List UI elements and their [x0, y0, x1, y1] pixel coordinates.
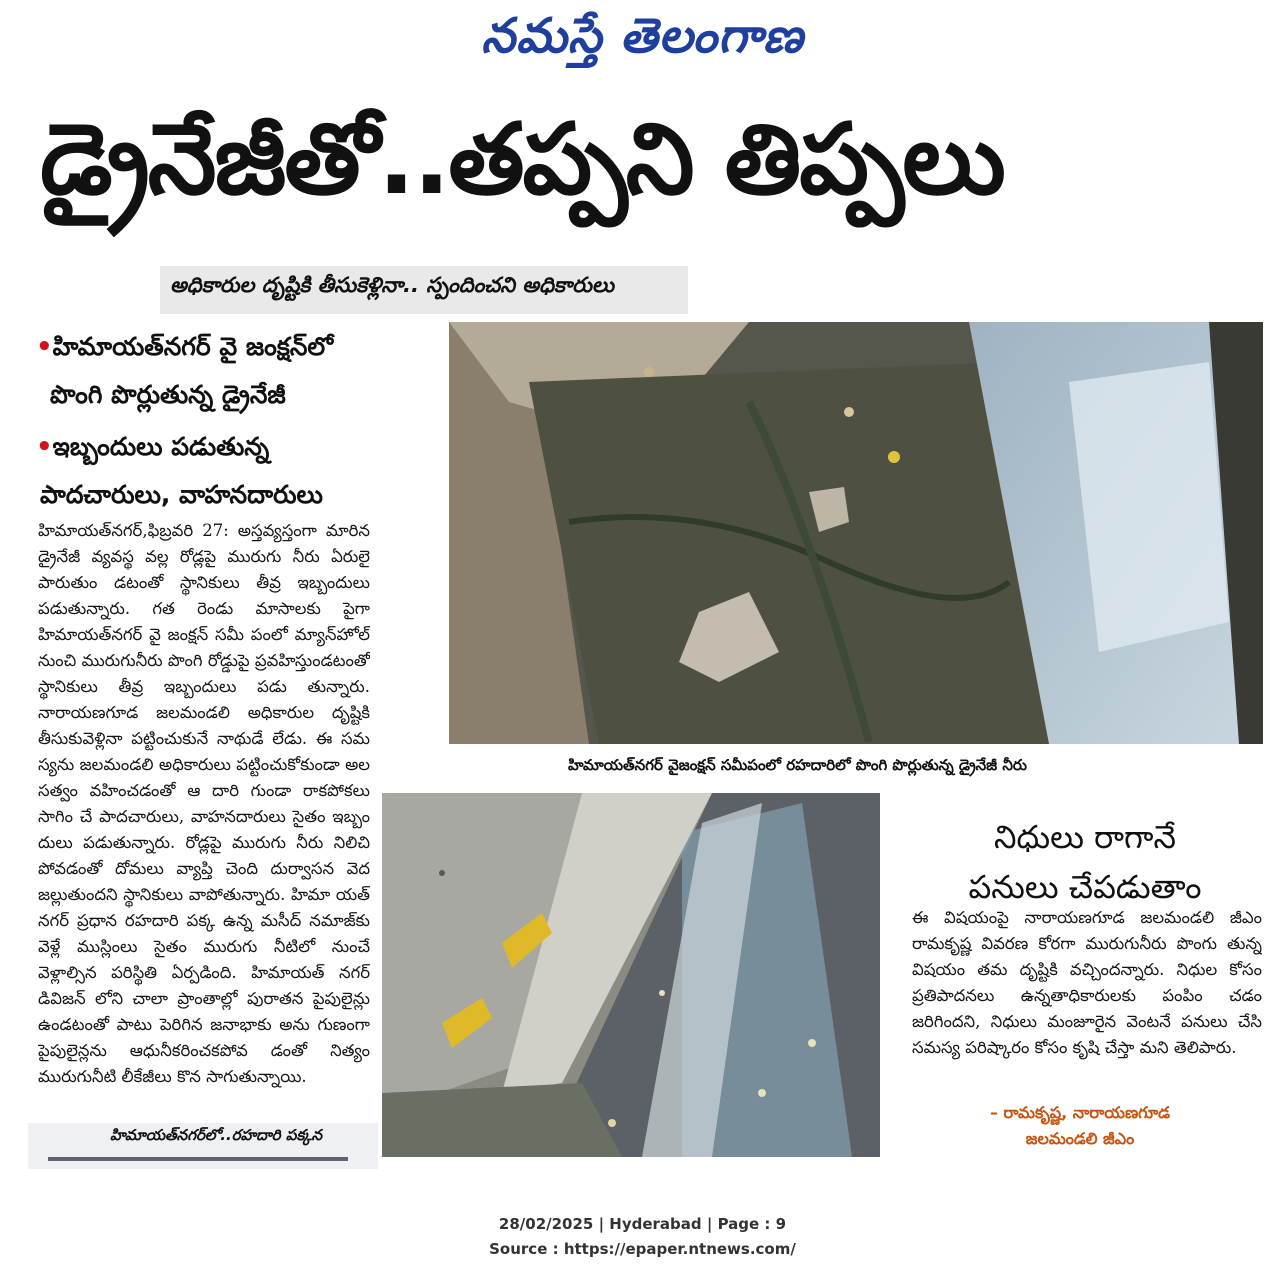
subheadline: అధికారుల దృష్టికి తీసుకెళ్లినా.. స్పందించని అధికారులు	[170, 273, 614, 297]
quote-attribution	[930, 1100, 1230, 1152]
quote-attribution-line2: జలమండలి జీఎం	[1025, 1129, 1135, 1148]
photo1-caption: హిమాయత్‌నగర్ వైజంక్షన్ సమీపంలో రహదారిలో పొంగి పొర్లుతున్న డ్రైనేజీ నీరు	[568, 756, 1027, 774]
quote-attribution-line1: – రామకృష్ణ, నారాయణగూడ	[989, 1103, 1171, 1122]
article-body: హిమాయత్‌నగర్,ఫిబ్రవరి 27: అస్తవ్యస్తంగా మారిన డ్రైనేజీ వ్యవస్థ వల్ల రోడ్లపై మురుగు నీరు ఏరులై పారుతుం డటంతో స్థానికులు తీవ్ర ఇబ్బందులు పడుతున్నారు. గత రెండు మాసాలకు పైగా హిమాయత్‌నగర్ వై జంక్షన్ సమీ పంలో మ్యాన్‌హోల్ నుంచి మురుగునీరు పొంగి రోడ్డుపై ప్రవహిస్తుండటంతో స్థానికులు తీవ్ర ఇబ్బందులు పడు తున్నారు. నారాయణగూడ జలమండలి అధికారుల దృష్టికి తీసుకువెళ్లినా పట్టించుకునే నాథుడే లేడు. ఈ సమ స్యను జలమండలి అధికారులు పట్టించుకోకుండా అల సత్వం వహించడంతో ఆ దారి గుండా రాకపోకలు సాగిం చే పాదచారులు, వాహనదారులు సైతం ఇబ్బం దులు పడుతున్నారు. రోడ్లపై మురుగు నీరు నిలిచి పోవడంతో దోమలు వ్యాప్తి చెంది దుర్వాసన వెద జల్లుతుందని స్థానికులు వాపోతున్నారు. హిమా యత్ నగర్ ప్రధాన రహదారి పక్క ఉన్న మసీద్ నమాజ్‌కు వెళ్లే ముస్లింలు సైతం మురుగు నీటిలో నుంచే వెళ్లాల్సిన పరిస్థితి ఏర్పడింది. హిమాయత్ నగర్ డివిజన్ లోని చాలా ప్రాంతాల్లో పురాతన పైపులైన్లు ఉండటంతో పాటు పెరిగిన జనాభాకు అను గుణంగా పైపులైన్లను ఆధునీకరించకపోవ డంతో నిత్యం మురుగునీటి లీకేజీలు కొన సాగుతున్నాయి.	[38, 521, 370, 1086]
side-article-body: ఈ విషయంపై నారాయణగూడ జలమండలి జీఎం రామకృష్ణ వివరణ కోరగా మురుగునీరు పొంగు తున్న విషయం తమ దృష్టికి వచ్చిందన్నారు. నిధుల కోసం ప్రతిపాదనలు ఉన్నతాధికారులకు పంపిం చడం జరిగిందని, నిధులు మంజూరైన వెంటనే పనులు చేసి సమస్య పరిష్కారం కోసం కృషి చేస్తా మని తెలిపారు.	[912, 908, 1262, 1057]
footer-date-page: 28/02/2025 | Hyderabad | Page : 9	[498, 1215, 787, 1233]
bullet-dot-icon: •	[36, 432, 53, 462]
masthead-logo: నమస్తే తెలంగాణ	[481, 8, 804, 64]
photo2-label: హిమాయత్‌నగర్‌లో..రహదారి పక్కన	[110, 1126, 323, 1144]
photo-drainage-overflow	[449, 322, 1263, 744]
side-heading	[905, 812, 1265, 912]
side-heading-line2: పనులు చేపడుతాం	[968, 868, 1202, 906]
arrow-right-icon	[48, 1157, 348, 1161]
side-heading-line1: నిధులు రాగానే	[994, 818, 1176, 856]
footer-source: Source : https://epaper.ntnews.com/	[489, 1240, 796, 1258]
bullet-2-line2: పాదచారులు, వాహనదారులు	[40, 480, 323, 509]
bullet-1-line1: •హిమాయత్‌నగర్ వై జంక్షన్‌లో	[36, 332, 334, 362]
bullet-2-line1: •ఇబ్బందులు పడుతున్న	[36, 432, 270, 462]
photo-roadside-drain	[382, 793, 880, 1157]
headline: డ్రైనేజీతో..తప్పని తిప్పలు	[40, 103, 1004, 217]
bullet-1-line2: పొంగి పొర్లుతున్న డ్రైనేజీ	[50, 380, 286, 409]
bullet-dot-icon: •	[36, 332, 53, 362]
